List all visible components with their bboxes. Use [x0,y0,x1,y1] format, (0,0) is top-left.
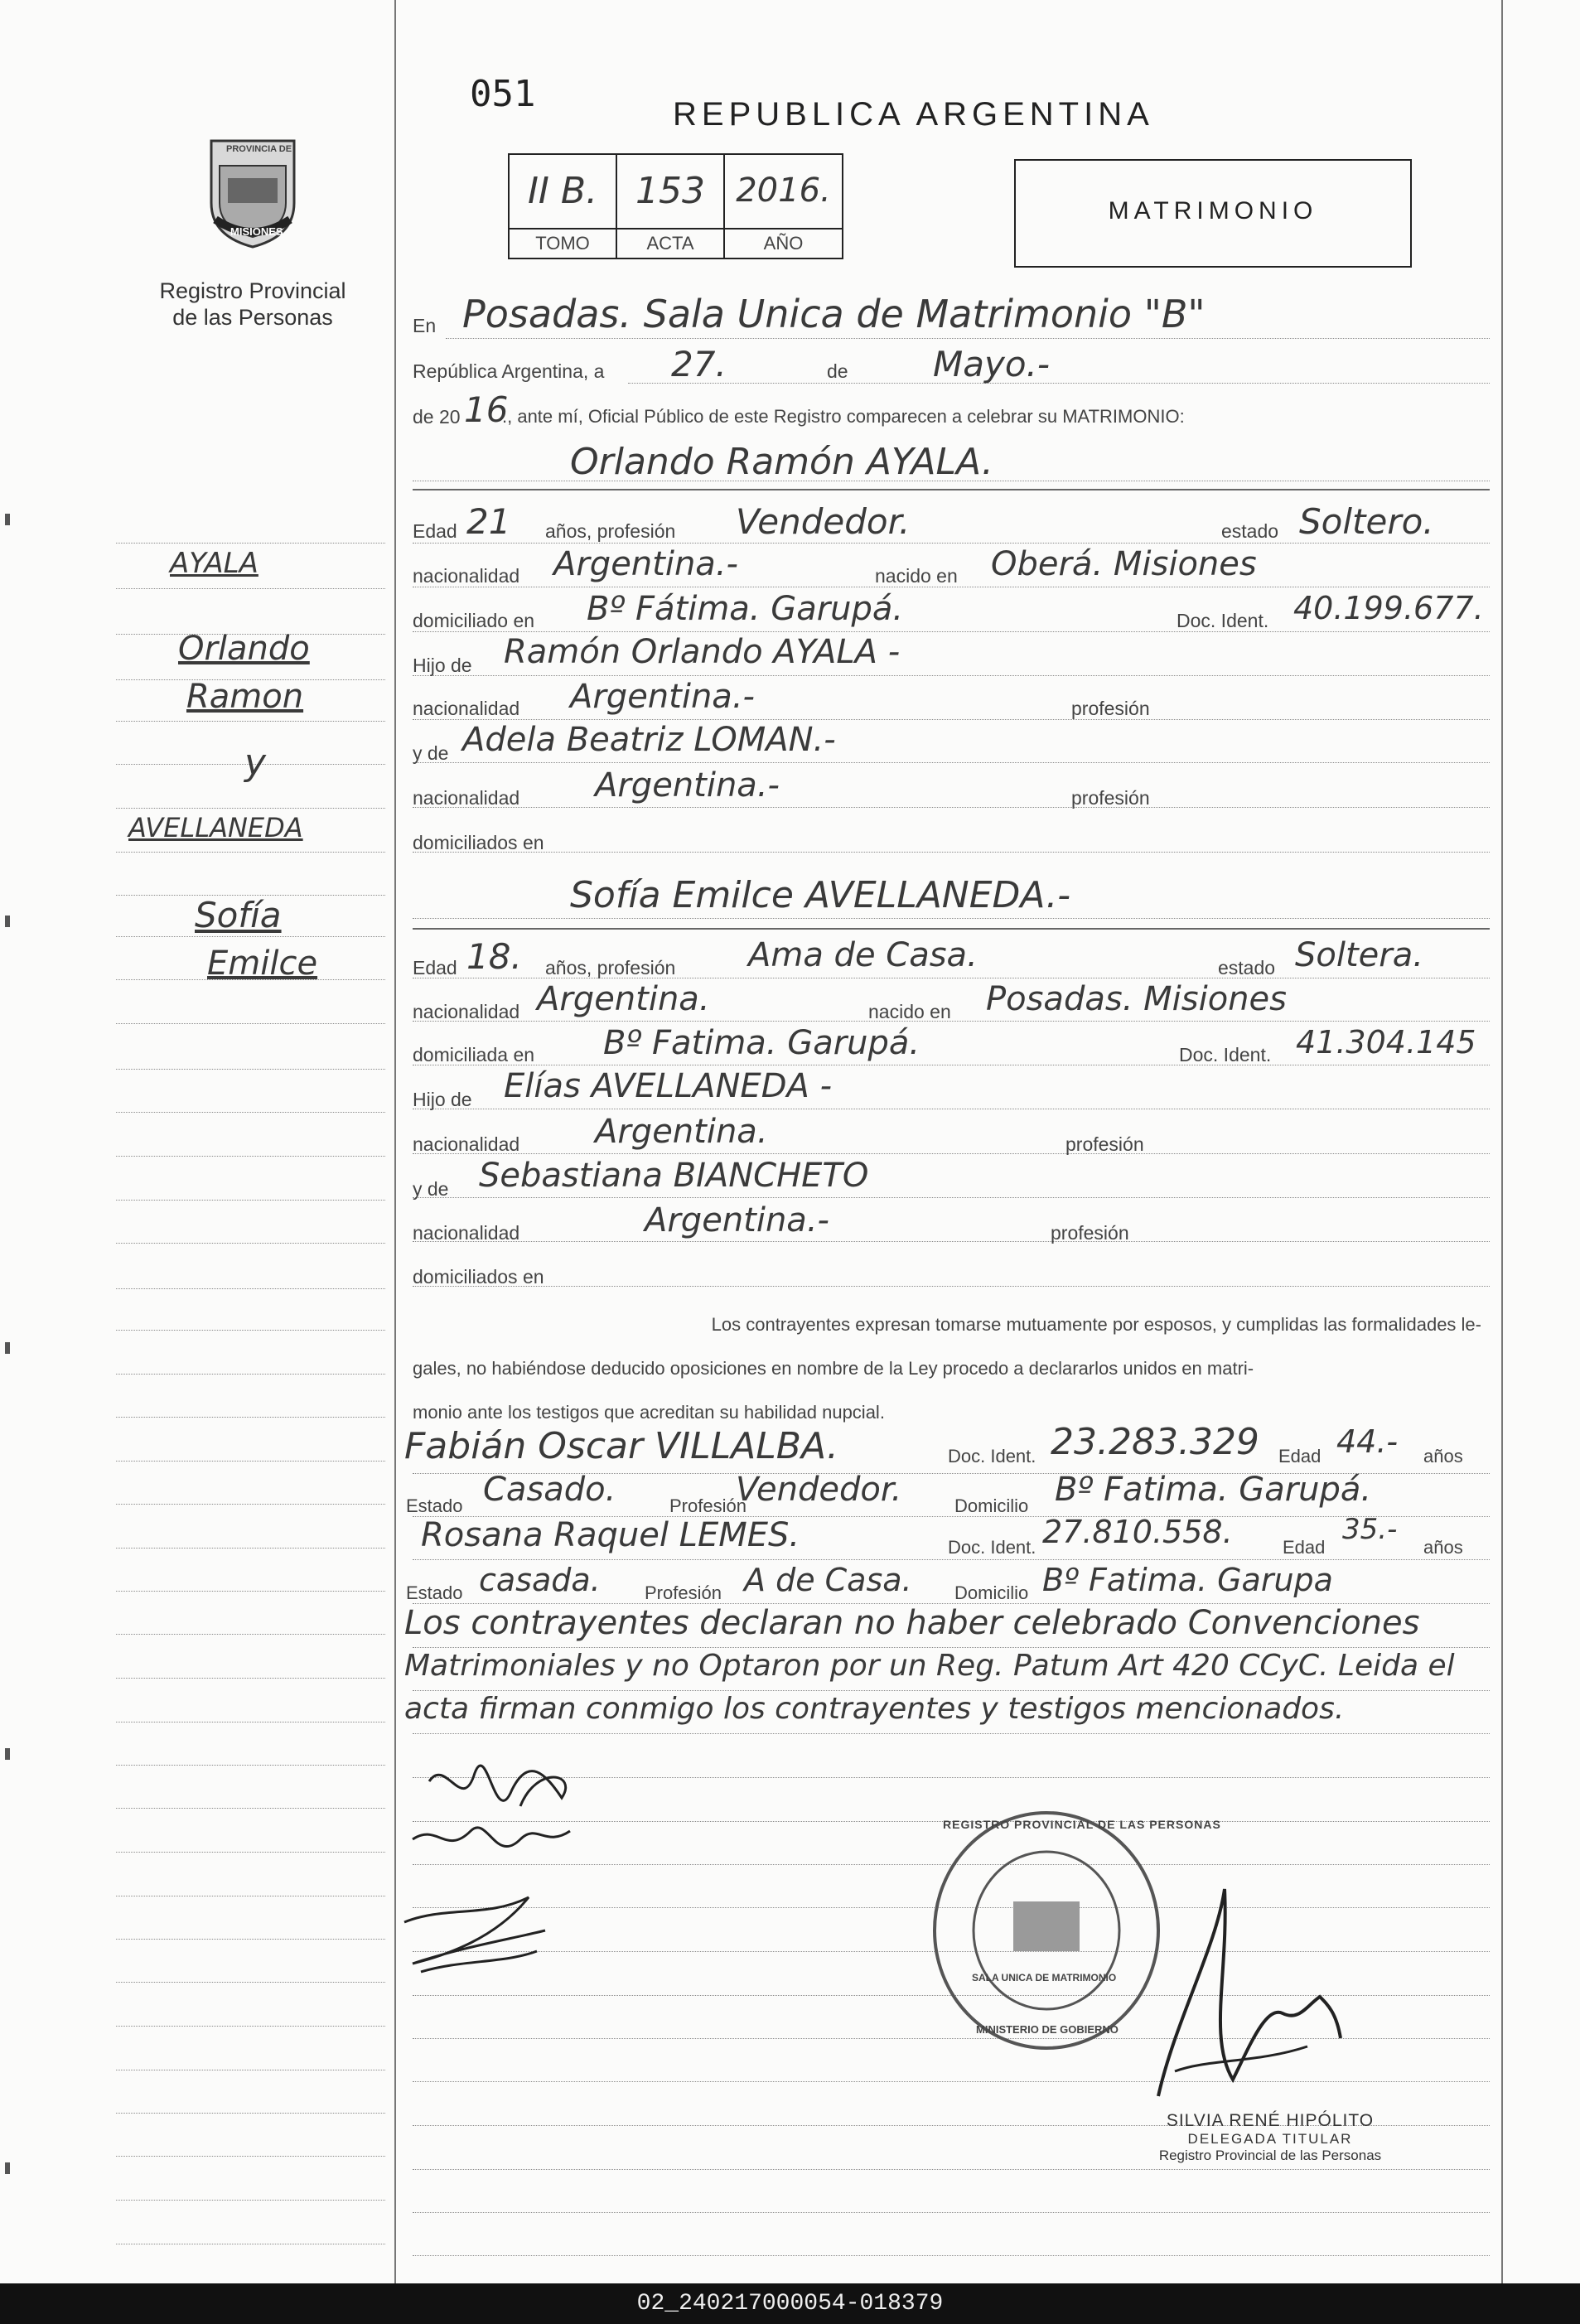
witness-1-doc-label: Doc. Ident. [948,1446,1036,1466]
main-column-right-border [1501,0,1503,2283]
groom-doc-label: Doc. Ident. [1177,610,1269,631]
witness-1-profesion-label: Profesión [669,1495,747,1516]
margin-surname-bride: AVELLANEDA [128,812,303,843]
official-stamp [926,1806,1221,2055]
stamp-bottom-text: MINISTERIO DE GOBIERNO [976,2023,1119,2036]
country-title: REPUBLICA ARGENTINA [673,96,1154,133]
stamp-ring-text: REGISTRO PROVINCIAL DE LAS PERSONAS [943,1818,1221,1831]
groom-doc-number: 40.199.677. [1293,590,1484,626]
groom-domiciliado-label: domiciliado en [413,610,535,631]
witness-1-anos-label: años [1423,1446,1463,1466]
witness-1-domicilio-label: Domicilio [954,1495,1029,1516]
bride-nacionalidad-label: nacionalidad [413,1001,520,1022]
official-org: Registro Provincial de las Personas [1158,2148,1382,2163]
bride-age: 18. [466,936,522,977]
witness-2-domicilio-label: Domicilio [954,1582,1029,1603]
year-suffix: 16 [464,389,509,430]
groom-mother-profesion-label: profesión [1071,787,1150,809]
groom-birthplace: Oberá. Misiones [991,545,1257,583]
en-label: En [413,315,437,336]
witness-2-anos-label: años [1423,1537,1463,1558]
notes-line-1: Los contrayentes declaran no haber celebrado Convenciones [404,1604,1420,1642]
document-type: MATRIMONIO [1108,197,1318,225]
bride-father-nat-label: nacionalidad [413,1133,520,1155]
groom-father-nat-label: nacionalidad [413,698,520,719]
bride-doc-number: 41.304.145 [1296,1024,1476,1061]
ano-value: 2016. [736,172,831,210]
bride-mother: Sebastiana BIANCHETO [479,1157,869,1195]
binding-hole [5,1748,10,1760]
ano-label: AÑO [763,233,804,254]
official-title: DELEGADA TITULAR [1187,2131,1353,2147]
binding-hole [5,1342,10,1354]
bride-mother-nat-label: nacionalidad [413,1222,520,1244]
de-label: de [827,360,848,382]
year-prefix: de 20 [413,406,461,428]
binding-hole [5,2162,10,2174]
stamp-inner-text: SALA UNICA DE MATRIMONIO [972,1972,1117,1983]
registry-name [124,278,381,331]
margin-given-bride-1: Sofía [195,895,282,935]
bride-hijo-label: Hijo de [413,1089,472,1110]
bride-y-de-label: y de [413,1178,449,1200]
witness-2-doc-number: 27.810.558. [1042,1514,1233,1550]
bride-address: Bº Fatima. Garupá. [603,1024,920,1062]
witness-2-civil-status: casada. [479,1562,601,1598]
intro-statement: ., ante mí, Oficial Público de este Registro comparecen a celebrar su MATRIMONIO: [502,406,1185,427]
groom-father: Ramón Orlando AYALA - [504,633,901,671]
acta-label: ACTA [646,233,694,254]
margin-given-groom-2: Ramon [186,678,304,716]
groom-address: Bº Fátima. Garupá. [587,590,904,628]
bride-domiciliada-label: domiciliada en [413,1044,535,1065]
witness-1-address: Bº Fatima. Garupá. [1055,1471,1372,1509]
republic-label: República Argentina, a [413,360,605,382]
margin-given-groom-1: Orlando [178,630,310,668]
marriage-day: 27. [671,344,727,384]
margin-given-bride-2: Emilce [207,945,318,983]
bride-civil-status: Soltera. [1295,936,1423,974]
file-id-footer: 02_240217000054-018379 [0,2283,1580,2324]
witness-2-name: Rosana Raquel LEMES. [421,1516,800,1554]
declaration-line-1: Los contrayentes expresan tomarse mutuamente por esposos, y cumplidas las formalidades le- [711,1314,1481,1335]
groom-estado-label: estado [1221,520,1279,542]
witness-2-address: Bº Fatima. Garupa [1042,1562,1333,1598]
groom-full-name: Orlando Ramón AYALA. [570,441,993,483]
official-signature [1142,1872,1357,2121]
bride-mother-profesion-label: profesión [1051,1222,1129,1244]
bride-father: Elías AVELLANEDA - [504,1067,833,1105]
groom-mother-nationality: Argentina.- [595,766,780,804]
bride-mother-nationality: Argentina.- [645,1201,829,1239]
declaration-text [413,1302,1481,1434]
witness-1-age: 44.- [1336,1423,1399,1460]
notes-line-2: Matrimoniales y no Optaron por un Reg. Patum Art 420 CCyC. Leida el [404,1649,1455,1683]
bride-nationality: Argentina. [537,980,710,1018]
witness-2-profesion-label: Profesión [645,1582,722,1603]
main-form [396,0,1501,2283]
groom-father-nationality: Argentina.- [570,678,755,716]
groom-nacionalidad-label: nacionalidad [413,565,520,587]
groom-mother-nat-label: nacionalidad [413,787,520,809]
marriage-month: Mayo.- [933,344,1051,384]
logo-text-bottom: MISIONES [230,225,283,238]
bride-profession: Ama de Casa. [748,936,978,974]
tomo-value: II B. [527,170,598,212]
declaration-line-2: gales, no habiéndose deducido oposiciones en nombre de la Ley procedo a declararlos unidos en matri- [413,1358,1254,1379]
witness-1-estado-label: Estado [406,1495,463,1516]
contracting-party-signatures [396,1723,678,1997]
bride-domiciliados-label: domiciliados en [413,1266,544,1288]
bride-father-nationality: Argentina. [595,1113,768,1151]
registry-line2: de las Personas [172,305,333,330]
place-of-marriage: Posadas. Sala Unica de Matrimonio "B" [462,292,1206,336]
groom-nationality: Argentina.- [553,545,738,583]
witness-1-doc-number: 23.283.329 [1051,1421,1259,1463]
bride-full-name: Sofía Emilce AVELLANEDA.- [570,874,1071,916]
groom-edad-label: Edad [413,520,457,542]
logo-text-top: PROVINCIA DE [226,144,292,154]
witness-1-name: Fabián Oscar VILLALBA. [404,1425,838,1467]
witness-1-civil-status: Casado. [483,1471,616,1509]
witness-2-profession: A de Casa. [744,1562,912,1598]
province-logo [199,133,307,249]
page-number: 051 [470,73,536,115]
bride-doc-label: Doc. Ident. [1179,1044,1272,1065]
groom-age: 21 [466,501,511,542]
notes-line-3: acta firman conmigo los contrayentes y testigos mencionados. [404,1692,1345,1726]
groom-nacido-label: nacido en [875,565,958,587]
binding-hole [5,514,10,525]
groom-profession: Vendedor. [736,501,911,542]
margin-surname-groom: AYALA [170,547,259,580]
registry-line1: Registro Provincial [159,278,346,303]
witness-2-edad-label: Edad [1283,1537,1326,1558]
official-block [1146,2111,1394,2164]
groom-mother: Adela Beatriz LOMAN.- [462,721,836,759]
bride-anos-profesion-label: años, profesión [545,957,676,978]
groom-civil-status: Soltero. [1299,501,1434,542]
groom-father-profesion-label: profesión [1071,698,1150,719]
acta-value: 153 [635,170,705,212]
groom-y-de-label: y de [413,742,449,764]
official-name: SILVIA RENÉ HIPÓLITO [1166,2111,1375,2130]
groom-domiciliados-label: domiciliados en [413,832,544,853]
witness-2-age: 35.- [1342,1513,1398,1546]
bride-edad-label: Edad [413,957,457,978]
witness-2-estado-label: Estado [406,1582,463,1603]
bride-birthplace: Posadas. Misiones [986,980,1287,1018]
tomo-label: TOMO [535,233,590,254]
groom-hijo-label: Hijo de [413,655,472,676]
bride-father-profesion-label: profesión [1065,1133,1144,1155]
bride-nacido-label: nacido en [868,1001,951,1022]
declaration-line-3: monio ante los testigos que acreditan su habilidad nupcial. [413,1402,885,1423]
witness-1-profession: Vendedor. [736,1471,902,1509]
groom-anos-profesion-label: años, profesión [545,520,676,542]
margin-conjunction: y [244,742,267,784]
witness-1-edad-label: Edad [1278,1446,1321,1466]
witness-2-doc-label: Doc. Ident. [948,1537,1036,1558]
bride-estado-label: estado [1218,957,1276,978]
binding-hole [5,916,10,927]
